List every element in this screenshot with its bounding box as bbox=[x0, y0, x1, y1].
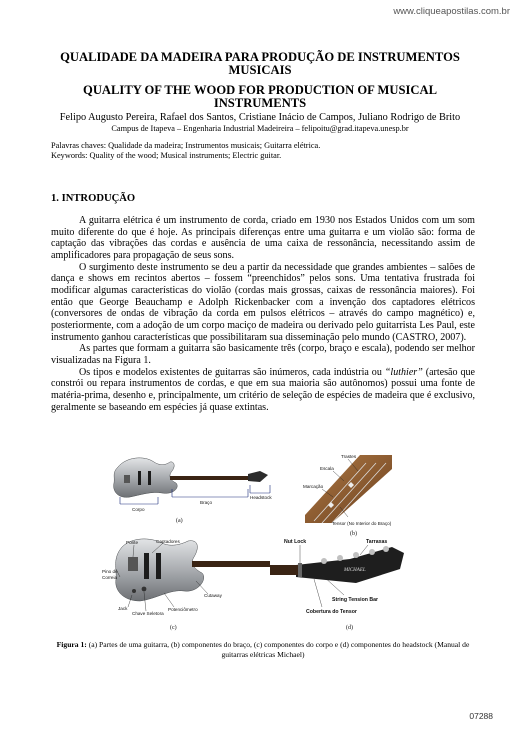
watermark: www.cliqueapostilas.com.br bbox=[393, 6, 510, 17]
subfigure-c-label: (c) bbox=[170, 625, 177, 631]
keywords-english: Keywords: Quality of the wood; Musical instruments; Electric guitar. bbox=[51, 151, 282, 160]
paragraph: O surgimento deste instrumento se deu a partir da necessidade que grandes ambientes – salões de dança e shows em recintos abertos – fossem “preenchidos” pelos sons. Uma tentativa frustrada foi modificar algumas características do violão (cordas mais grossas, caixas de ressonância maiores). Foi então que George Beauchamp e Adolph Rickenbacker com a invenção dos captadores elétricos (conversores de ondas de vibração da corda em pulsos elétricos – através do campo magnético) e, posteriormente, com a adoção de um corpo maciço de madeira ou derivado pelo guitarrista Les Paul, este instrumento ganhou características que possibilitaram sua disseminação pelo mundo (CASTRO, 2007). bbox=[51, 261, 475, 343]
authors: Felipo Augusto Pereira, Rafael dos Santos, Cristiane Inácio de Campos, Juliano Rodrigo de Brito bbox=[59, 112, 461, 123]
label-escala: Escala bbox=[320, 466, 334, 471]
page-number: 07288 bbox=[469, 711, 493, 721]
label-chave-seletora: Chave Seletora bbox=[132, 611, 164, 616]
label-jack: Jack bbox=[118, 606, 128, 611]
title-portuguese: QUALIDADE DA MADEIRA PARA PRODUÇÃO DE INSTRUMENTOS MUSICAIS bbox=[60, 50, 460, 77]
caption-text: (a) Partes de uma guitarra, (b) componentes do braço, (c) componentes do corpo e (d) componentes do headstock (Manual de guitarras elétricas Michael) bbox=[86, 640, 470, 659]
subfigure-a-label: (a) bbox=[176, 518, 183, 524]
body-text bbox=[51, 215, 475, 413]
paragraph-text: (artesão que constrói ou repara instrumentos de cordas, e que em sua maioria são autônomos) possui uma fonte de matéria-prima, desenho e, principalmente, um critério de seleção de espécies de madeira que é exclusivo, geralmente se baseando em espécies já quase extintas. bbox=[51, 366, 475, 413]
keywords-portuguese: Palavras chaves: Qualidade da madeira; Instrumentos musicais; Guitarra elétrica. bbox=[51, 141, 321, 150]
subfigure-d-label: (d) bbox=[346, 625, 353, 631]
title-english: QUALITY OF THE WOOD FOR PRODUCTION OF MUSICAL INSTRUMENTS bbox=[83, 83, 437, 110]
paragraph bbox=[51, 367, 475, 414]
svg-text:MICHAEL: MICHAEL bbox=[344, 568, 366, 573]
label-marcacao: Marcação bbox=[303, 484, 324, 489]
label-tarraxas: Tarraxas bbox=[366, 539, 388, 545]
label-pino-correia: Pino de bbox=[102, 569, 118, 574]
label-trastes: Trastes bbox=[341, 454, 357, 459]
guitar-headstock bbox=[248, 471, 268, 482]
guitar-body bbox=[114, 458, 178, 497]
neck-fretboard bbox=[305, 455, 392, 523]
label-braco: Braço bbox=[200, 500, 213, 505]
figure-1 bbox=[100, 449, 420, 635]
panel-b bbox=[303, 454, 392, 537]
italic-term: “luthier” bbox=[384, 366, 423, 378]
label-cutaway: Cutaway bbox=[204, 593, 222, 598]
caption-label: Figura 1: bbox=[56, 640, 87, 649]
section-heading: 1. INTRODUÇÃO bbox=[51, 193, 136, 204]
subfigure-b-label: (b) bbox=[350, 531, 357, 537]
label-captadores: Captadores bbox=[156, 539, 180, 544]
panel-d bbox=[270, 539, 404, 631]
figure-illustration bbox=[100, 449, 420, 635]
label-headstock: Headstock bbox=[250, 495, 272, 500]
headstock-detail bbox=[296, 547, 404, 583]
paragraph-text: Os tipos e modelos existentes de guitarras são inúmeros, cada indústria ou bbox=[79, 366, 385, 378]
affiliation: Campus de Itapeva – Engenharia Industrial Madeireira – felipoitu@grad.itapeva.unesp.br bbox=[111, 124, 409, 133]
body-neck bbox=[192, 561, 270, 567]
paragraph: A guitarra elétrica é um instrumento de corda, criado em 1930 nos Estados Unidos com um som muito diferente do que é hoje. As principais diferenças entre uma guitarra e um violão são: forma de captação das vibrações das cordas e ausência de uma caixa de ressonância, necessitando assim de amplificadores para propagação de seus sons. bbox=[51, 215, 475, 261]
label-pino-correia: Correia bbox=[102, 575, 118, 580]
label-tensor: Tensor (No Interior do Braço) bbox=[332, 521, 392, 526]
paragraph: As partes que formam a guitarra são basicamente três (corpo, braço e escala), podendo ser melhor visualizadas na Figura 1. bbox=[51, 343, 475, 366]
guitar-neck bbox=[170, 476, 248, 480]
label-string-tension-bar: String Tension Bar bbox=[332, 597, 379, 603]
label-corpo: Corpo bbox=[132, 507, 145, 512]
label-cobertura-tensor: Cobertura do Tensor bbox=[306, 609, 357, 615]
figure-caption bbox=[48, 640, 478, 659]
label-potenciometro: Potenciômetro bbox=[168, 607, 198, 612]
label-ponte: Ponte bbox=[126, 540, 139, 545]
panel-c bbox=[102, 539, 270, 631]
panel-a bbox=[114, 458, 273, 524]
label-nut-lock: Nut Lock bbox=[284, 539, 307, 545]
